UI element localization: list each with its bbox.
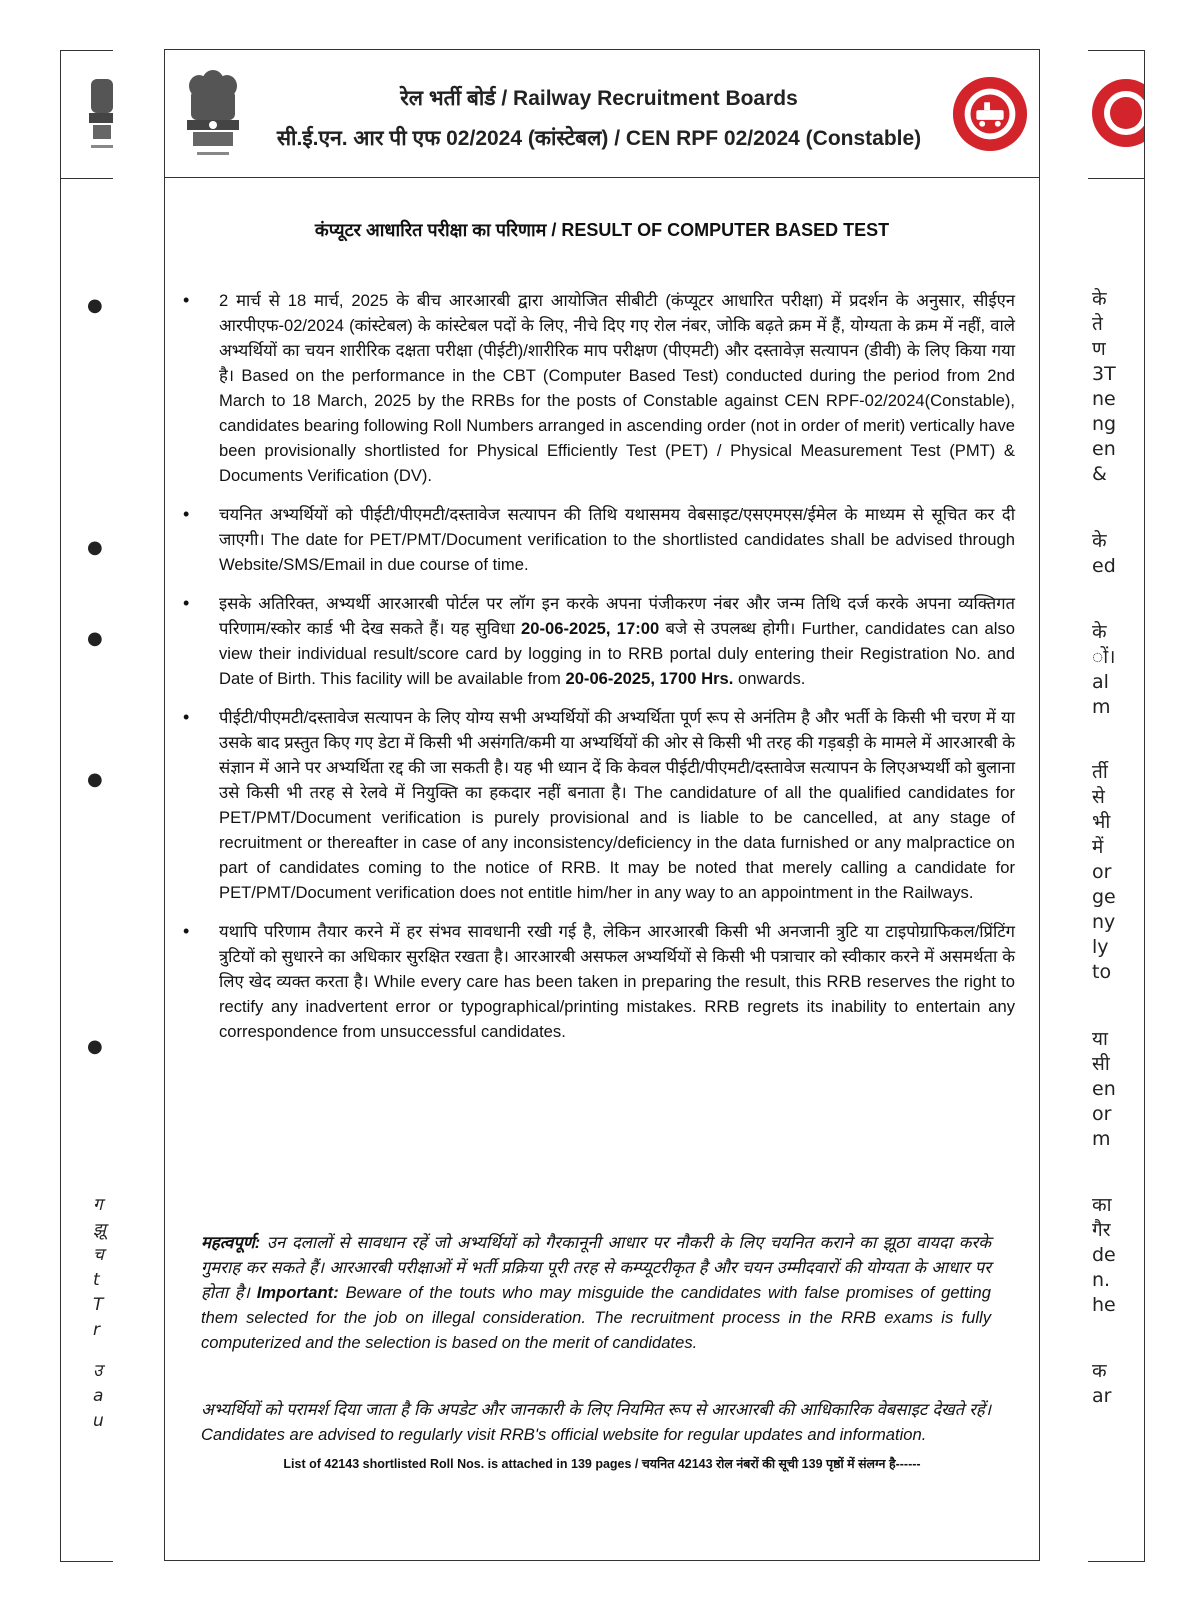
bullet-hindi: इसके अतिरिक्त, अभ्यर्थी आरआरबी पोर्टल पर लॉग इन करके अपना पंजीकरण नंबर और जन्म तिथि दर्ज करके अपना व्यक्तिगत परिणाम/स्कोर कार्ड भी देख सकते हैं। यह सुविधा: [219, 594, 1015, 638]
ghost-fragment: से: [1092, 786, 1105, 808]
bullet-icon: •: [183, 504, 190, 524]
ghost-bullet: ●: [87, 295, 103, 316]
ghost-fragment: a: [93, 1386, 104, 1406]
ghost-fragment: के: [1092, 288, 1107, 310]
result-date-hindi: 20-06-2025, 17:00: [521, 619, 660, 638]
advice-note: [201, 1397, 991, 1447]
bullet-icon: •: [183, 707, 190, 727]
bullet-icon: •: [183, 921, 190, 941]
ghost-fragment: ed: [1092, 555, 1116, 577]
ghost-fragment: गैर: [1092, 1219, 1111, 1241]
ghost-fragment: के: [1092, 621, 1107, 643]
indian-railways-logo-icon: [951, 74, 1029, 154]
header-title-line1: रेल भर्ती बोर्ड / Railway Recruitment Boards: [400, 87, 798, 110]
important-text-hindi: उन दलालों से सावधान रहें जो अभ्यर्थियों को गैरकानूनी आधार पर नौकरी के लिए चयनित कराने का झूठा वायदा करके गुमराह कर सकते हैं। आरआरबी परीक्षाओं में भर्ती प्रक्रिया पूरी तरह से कम्प्यूटरीकृत है और चयन उम्मीदवारों की योग्यता के आधार पर होता है।: [201, 1233, 991, 1302]
list-item: [179, 591, 1015, 691]
ghost-fragment: &: [1092, 463, 1107, 485]
ghost-fragment: m: [1092, 696, 1111, 718]
footer-note: List of 42143 shortlisted Roll Nos. is attached in 139 pages / चयनित 42143 रोल नंबरों की सूची 139 पृष्ठों में संलग्न है------: [283, 1457, 921, 1471]
ghost-fragment: or: [1092, 861, 1112, 883]
list-item: [179, 919, 1015, 1044]
result-title: कंप्यूटर आधारित परीक्षा का परिणाम / RESULT OF COMPUTER BASED TEST: [314, 220, 890, 240]
ghost-fragment: च: [93, 1245, 104, 1265]
ghost-fragment: ny: [1092, 911, 1116, 933]
bullet-english: Further, candidates can also view their individual result/score card by logging in to RRB portal duly entering their Registration No. and Date of Birth. This facility will be available from: [219, 619, 1015, 688]
ghost-fragment: झू: [93, 1220, 106, 1240]
ghost-fragment: में: [1092, 836, 1104, 858]
ghost-fragment: or: [1092, 1103, 1112, 1125]
ghost-fragment: ge: [1092, 886, 1116, 908]
ghost-fragment: u: [93, 1411, 104, 1431]
bullet-english: Based on the performance in the CBT (Computer Based Test) conducted during the period from 2nd March to 18 March, 2025 by the RRBs for the posts of Constable against CEN RPF-02/2024(Constable), candidates bearing following Roll Numbers arranged in ascending order (not in order of merit) vertically have been provisionally shortlisted for Physical Efficiently Test (PET) / Physical Measurement Test (PMT) & Documents Verification (DV).: [219, 366, 1015, 485]
ghost-fragment: de: [1092, 1244, 1116, 1266]
bullet-english: onwards.: [738, 669, 806, 688]
list-item: [179, 288, 1015, 488]
advice-hindi: अभ्यर्थियों को परामर्श दिया जाता है कि अपडेट और जानकारी के लिए नियमित रूप से आरआरबी की आधिकारिक वेबसाइट देखते रहें।: [201, 1400, 991, 1419]
bullet-hindi: यथापि परिणाम तैयार करने में हर संभव सावधानी रखी गई है, लेकिन आरआरबी किसी भी अनजानी त्रुटि या टाइपोग्राफिकल/प्रिंटिंग त्रुटियों को सुधारने का अधिकार सुरक्षित रखता है। आरआरबी असफल अभ्यर्थियों से किसी भी पत्राचार को स्वीकार करने में असमर्थता के लिए खेद व्यक्त करता है।: [219, 922, 1015, 991]
ghost-fragment: en: [1092, 438, 1116, 460]
ghost-fragment: भी: [1092, 811, 1111, 833]
bullet-hindi: बजे से उपलब्ध होगी।: [665, 619, 796, 638]
ghost-fragment: al: [1092, 671, 1109, 693]
list-item: [179, 705, 1015, 905]
important-note: [201, 1230, 991, 1355]
bullet-english: While every care has been taken in preparing the result, this RRB reserves the right to rectify any inadvertent error or typographical/printing mistakes. RRB regrets its inability to entertain any correspondence from unsuccessful candidates.: [219, 972, 1015, 1041]
important-label-english: Important:: [256, 1283, 339, 1302]
ghost-fragment: र्ती: [1092, 761, 1108, 783]
ghost-fragment: r: [93, 1320, 100, 1340]
bullet-icon: •: [183, 290, 190, 310]
ghost-fragment: m: [1092, 1128, 1111, 1150]
ghost-bullet: ●: [87, 537, 103, 558]
ghost-fragment: ण: [1092, 338, 1106, 360]
ghost-fragment: n.: [1092, 1269, 1111, 1291]
ghost-fragment: ar: [1092, 1385, 1112, 1407]
ghost-bullet: ●: [87, 628, 103, 649]
result-date-english: 20-06-2025, 1700 Hrs.: [565, 669, 734, 688]
ghost-fragment: सी: [1092, 1053, 1110, 1075]
indian-railways-logo-icon: [1088, 77, 1144, 151]
ghost-fragment: ग: [93, 1195, 103, 1215]
ghost-fragment: उ: [93, 1361, 103, 1381]
header-title-line2: सी.ई.एन. आर पी एफ 02/2024 (कांस्टेबल) / CEN RPF 02/2024 (Constable): [276, 127, 922, 150]
ghost-fragment: ne: [1092, 388, 1116, 410]
bullet-hindi: 2 मार्च से 18 मार्च, 2025 के बीच आरआरबी द्वारा आयोजित सीबीटी (कंप्यूटर आधारित परीक्षा) में प्रदर्शन के अनुसार, सीईएन आरपीएफ-02/2024 (कांस्टेबल) के कांस्टेबल पदों के लिए, नीचे दिए गए रोल नंबर, जोकि बढ़ते क्रम में हैं, योग्यता के क्रम में नहीं, वाले अभ्यर्थियों का चयन शारीरिक दक्षता परीक्षा (पीईटी)/शारीरिक माप परीक्षण (पीएमटी) और दस्तावेज़ सत्यापन (डीवी) के लिए किया गया है।: [219, 291, 1015, 385]
ghost-fragment: ों।: [1092, 646, 1116, 668]
bullet-english: The candidature of all the qualified candidates for PET/PMT/Document verification is purely provisional and is liable to be cancelled, at any stage of recruitment or thereafter in case of any inconsistency/deficiency in the data furnished or any malpractice on part of candidates coming to the notice of RRB. It may be noted that merely calling a candidate for PET/PMT/Document verification does not entitle him/her in any way to an appointment in the Railways.: [219, 783, 1015, 902]
ghost-right-header: [1088, 51, 1144, 179]
ashoka-emblem-icon: [87, 71, 113, 157]
ghost-fragment: के: [1092, 530, 1107, 552]
page-header: [165, 50, 1039, 178]
bullet-icon: •: [183, 593, 190, 613]
ghost-fragment: 3T: [1092, 363, 1116, 385]
ghost-fragment: ते: [1092, 313, 1103, 335]
ghost-fragment: t: [93, 1270, 100, 1290]
ghost-fragment: T: [93, 1295, 104, 1315]
bullet-english: The date for PET/PMT/Document verification to the shortlisted candidates shall be advised through Website/SMS/Email in due course of time.: [219, 530, 1015, 574]
ghost-fragment: he: [1092, 1294, 1116, 1316]
important-label-hindi: महत्वपूर्ण:: [201, 1233, 261, 1252]
ghost-bullet: ●: [87, 769, 103, 790]
notice-bullet-list: [179, 288, 1015, 1058]
important-text-english: Beware of the touts who may misguide the candidates with false promises of getting them selected for the job on illegal consideration. The recruitment process in the RRB exams is fully computerized and the selection is based on the merit of candidates.: [201, 1283, 991, 1352]
ghost-bullet: ●: [87, 1036, 103, 1057]
ghost-fragment: ng: [1092, 413, 1117, 435]
ashoka-emblem-icon: [183, 68, 243, 166]
list-item: [179, 502, 1015, 577]
document-page: [164, 49, 1040, 1561]
bullet-hindi: पीईटी/पीएमटी/दस्तावेज सत्यापन के लिए योग्य सभी अभ्यर्थियों की अभ्यर्थिता पूर्ण रूप से अनंतिम है और भर्ती के किसी भी चरण में या उसके बाद प्रस्तुत किए गए डेटा में किसी भी असंगति/कमी या अभ्यर्थियों की ओर से किसी भी तरह की गड़बड़ी के मामले में आरआरबी के संज्ञान में आने पर अभ्यर्थिता रद्द की जा सकती है। यह भी ध्यान दें कि केवल पीईटी/पीएमटी/दस्तावेज सत्यापन के लिएअभ्यर्थी को बुलाना उसे किसी भी तरह से रेलवे में नियुक्ति का हकदार नहीं बनाता है।: [219, 708, 1015, 802]
ghost-fragment: या: [1092, 1028, 1108, 1050]
advice-english: Candidates are advised to regularly visit RRB's official website for regular updates and information.: [201, 1425, 927, 1444]
ghost-fragment: का: [1092, 1194, 1112, 1216]
ghost-page-left: [60, 50, 113, 1562]
ghost-fragment: क: [1092, 1360, 1107, 1382]
bullet-hindi: चयनित अभ्यर्थियों को पीईटी/पीएमटी/दस्तावेज सत्यापन की तिथि यथासमय वेबसाइट/एसएमएस/ईमेल के माध्यम से सूचित कर दी जाएगी।: [219, 505, 1015, 549]
ghost-fragment: to: [1092, 961, 1112, 983]
ghost-fragment: ly: [1092, 936, 1109, 958]
ghost-page-right: [1088, 50, 1145, 1562]
ghost-fragment: en: [1092, 1078, 1116, 1100]
ghost-left-header: [61, 51, 113, 179]
